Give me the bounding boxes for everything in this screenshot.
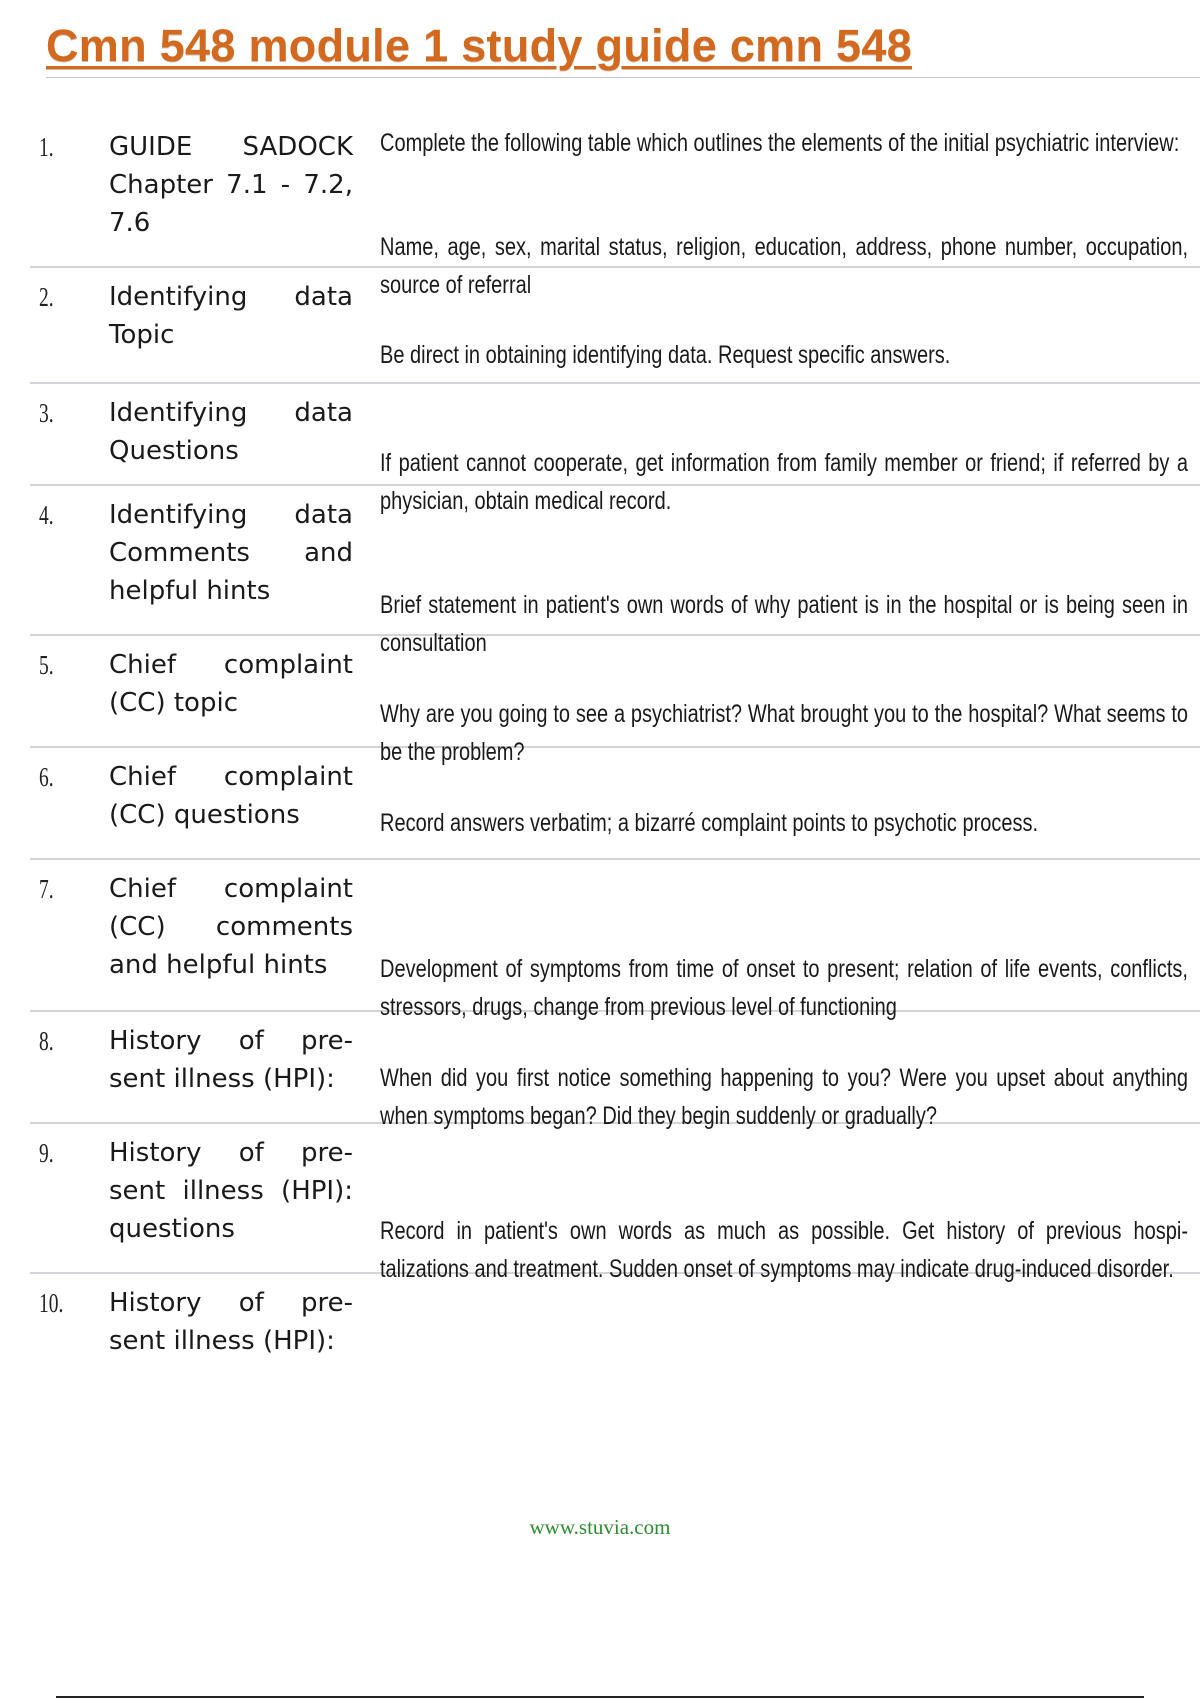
title-divider: [46, 77, 1200, 78]
row-number: 8.: [39, 1026, 54, 1056]
row-label: History of pre- sent illness (HPI): questions: [109, 1138, 353, 1244]
content-paragraph: Why are you going to see a psychiatrist? What brought you to the hospital? What seems to be the problem?: [380, 700, 1188, 766]
content-paragraph: Brief statement in patient's own words of why patient is in the hospital or is being seen in consultation: [380, 591, 1188, 657]
row-number: 1.: [39, 132, 54, 162]
row-label: History of pre- sent illness (HPI):: [109, 1288, 353, 1356]
content-paragraph: Record answers verbatim; a bizarré complaint points to psychotic process.: [380, 809, 1039, 837]
row-number: 10.: [39, 1288, 64, 1318]
content-paragraph: When did you first notice something happening to you? Were you upset about anything when symptoms began? Did they begin suddenly or gradually?: [380, 1064, 1188, 1130]
document-title: Cmn 548 module 1 study guide cmn 548: [46, 20, 913, 71]
row-label: GUIDE SADOCK Chapter 7.1 - 7.2, 7.6: [109, 132, 353, 238]
row-label: Identifying data Comments and helpful hints: [109, 500, 353, 606]
row-number: 2.: [39, 282, 54, 312]
content-paragraph: Be direct in obtaining identifying data. Request specific answers.: [380, 341, 951, 369]
content-paragraph: Development of symptoms from time of onset to present; relation of life events, conflicts, stressors, drugs, change from previous level of functioning: [380, 955, 1188, 1021]
footer-divider: [56, 1696, 1144, 1698]
row-number: 3.: [39, 398, 54, 428]
content-paragraph: If patient cannot cooperate, get information from family member or friend; if referred by a physician, obtain medical record.: [380, 449, 1188, 515]
row-number: 5.: [39, 650, 54, 680]
row-label: History of pre- sent illness (HPI):: [109, 1026, 353, 1094]
table-row: [30, 1274, 1200, 1384]
row-number: 4.: [39, 500, 54, 530]
row-label: Chief complaint (CC) topic: [109, 650, 353, 718]
row-number: 9.: [39, 1138, 54, 1168]
content-paragraph: Record in patient's own words as much as possible. Get history of previous hospi- talizations and treatment. Sudden onset of symptoms may indicate drug-induced disorder.: [380, 1217, 1188, 1283]
content-paragraph: Name, age, sex, marital status, religion, education, address, phone number, occupation, source of referral: [380, 233, 1188, 299]
footer-link[interactable]: www.stuvia.com: [529, 1515, 671, 1539]
row-label: Identifying data Questions: [109, 398, 353, 466]
row-label: Identifying data Topic: [109, 282, 353, 350]
row-label: Chief complaint (CC) comments and helpful hints: [109, 874, 353, 980]
row-number: 7.: [39, 874, 54, 904]
row-label: Chief complaint (CC) questions: [109, 762, 353, 830]
row-number: 6.: [39, 762, 54, 792]
content-paragraph: Complete the following table which outlines the elements of the initial psychiatric interview:: [380, 129, 1180, 157]
